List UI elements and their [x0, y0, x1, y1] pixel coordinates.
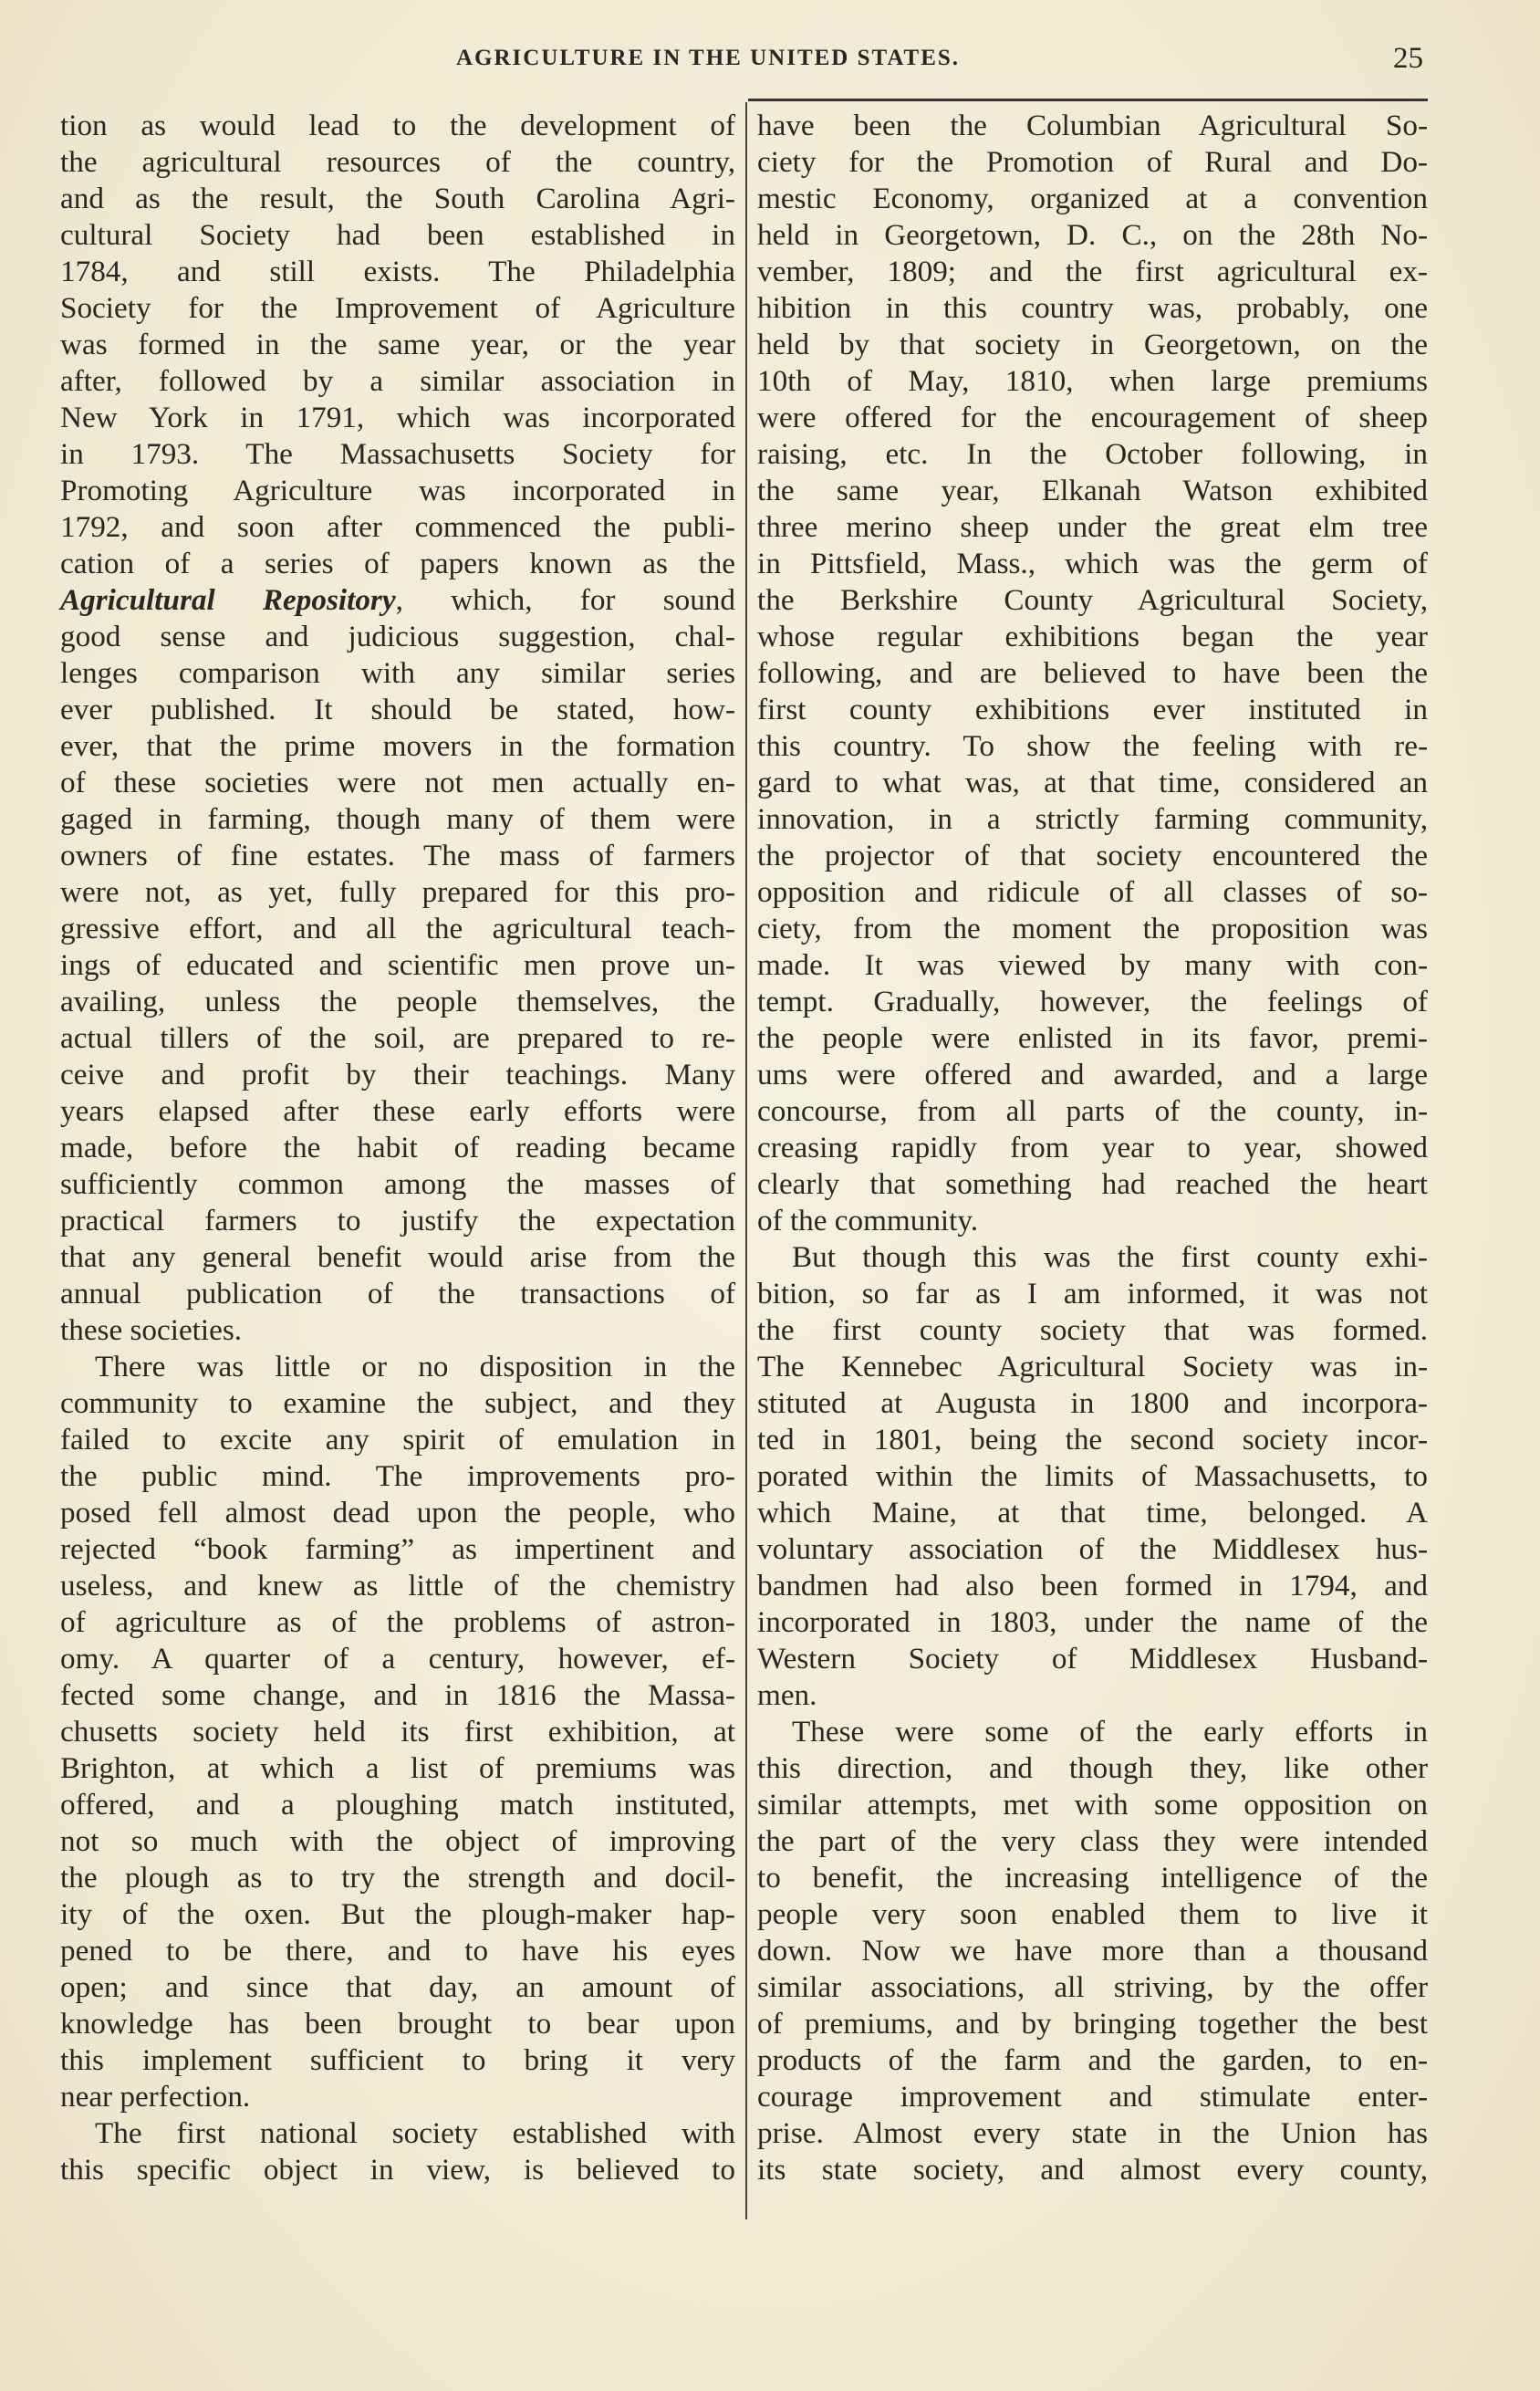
text-line: ums were offered and awarded, and a large [757, 1058, 1428, 1091]
text-line: 10th of May, 1810, when large premiums [757, 364, 1428, 398]
text-line: knowledge has been brought to bear upon [60, 2007, 735, 2041]
text-line: tion as would lead to the development of [60, 109, 735, 142]
text-line: the first county society that was formed. [757, 1313, 1428, 1347]
text-line: concourse, from all parts of the county, in- [757, 1094, 1428, 1128]
text-line: men. [757, 1678, 817, 1712]
text-line: made, before the habit of reading became [60, 1131, 735, 1164]
text-line: this country. To show the feeling with re- [757, 729, 1428, 763]
text-line: down. Now we have more than a thousand [757, 1934, 1428, 1968]
text-line: open; and since that day, an amount of [60, 1970, 735, 2004]
text-line: Promoting Agriculture was incorporated in [60, 474, 735, 507]
text-line: that any general benefit would arise from the [60, 1240, 735, 1274]
text-line: ciety, from the moment the proposition was [757, 912, 1428, 945]
text-line: prise. Almost every state in the Union has [757, 2116, 1428, 2150]
text-line: chusetts society held its first exhibition, at [60, 1715, 735, 1749]
text-line: clearly that something had reached the heart [757, 1167, 1428, 1201]
page-number: 25 [1393, 42, 1423, 75]
text-line: voluntary association of the Middlesex hus- [757, 1532, 1428, 1566]
text-line: availing, unless the people themselves, the [60, 985, 735, 1018]
text-line: incorporated in 1803, under the name of the [757, 1605, 1428, 1639]
text-line: The first national society established with [95, 2116, 735, 2150]
text-line: stituted at Augusta in 1800 and incorpora- [757, 1386, 1428, 1420]
column-divider [745, 102, 747, 2219]
text-line: in Pittsfield, Mass., which was the germ of [757, 547, 1428, 580]
text-line: hibition in this country was, probably, one [757, 291, 1428, 325]
text-line: were not, as yet, fully prepared for this pro- [60, 875, 735, 909]
left-column [60, 108, 735, 2188]
text-line: of these societies were not men actually en- [60, 766, 735, 799]
text-line: opposition and ridicule of all classes of so- [757, 875, 1428, 909]
text-line: Brighton, at which a list of premiums was [60, 1751, 735, 1785]
text-line: annual publication of the transactions of [60, 1277, 735, 1310]
text-line: These were some of the early efforts in [792, 1715, 1428, 1749]
text-line: bandmen had also been formed in 1794, and [757, 1569, 1428, 1603]
text-line: Agricultural Repository, which, for sound [60, 583, 735, 617]
text-line: the part of the very class they were intended [757, 1824, 1428, 1858]
text-line: whose regular exhibitions began the year [757, 620, 1428, 653]
text-line: held in Georgetown, D. C., on the 28th No- [757, 218, 1428, 252]
text-line: good sense and judicious suggestion, chal- [60, 620, 735, 653]
text-line: actual tillers of the soil, are prepared to re- [60, 1021, 735, 1055]
text-line: in 1793. The Massachusetts Society for [60, 437, 735, 471]
text-line: which Maine, at that time, belonged. A [757, 1496, 1428, 1530]
text-line: of agriculture as of the problems of astron- [60, 1605, 735, 1639]
text-line: fected some change, and in 1816 the Massa- [60, 1678, 735, 1712]
right-column [757, 108, 1428, 2188]
text-line: of the community. [757, 1204, 979, 1237]
text-line: following, and are believed to have been the [757, 656, 1428, 690]
text-line: gressive effort, and all the agricultural teach- [60, 912, 735, 945]
text-line: The Kennebec Agricultural Society was in- [757, 1350, 1428, 1383]
text-line: tempt. Gradually, however, the feelings of [757, 985, 1428, 1018]
text-line: Society for the Improvement of Agriculture [60, 291, 735, 325]
text-line: the public mind. The improvements pro- [60, 1459, 735, 1493]
text-line: bition, so far as I am informed, it was not [757, 1277, 1428, 1310]
text-line: people very soon enabled them to live it [757, 1897, 1428, 1931]
text-line: community to examine the subject, and they [60, 1386, 735, 1420]
text-line: gard to what was, at that time, considered an [757, 766, 1428, 799]
text-line: ity of the oxen. But the plough-maker hap- [60, 1897, 735, 1931]
text-line: owners of fine estates. The mass of farmers [60, 839, 735, 872]
text-line: cultural Society had been established in [60, 218, 735, 252]
text-line: courage improvement and stimulate enter- [757, 2080, 1428, 2114]
page-header [55, 37, 1423, 82]
text-line: have been the Columbian Agricultural So- [757, 109, 1428, 142]
text-line: the agricultural resources of the country, [60, 145, 735, 179]
text-line: ever, that the prime movers in the formation [60, 729, 735, 763]
text-line: porated within the limits of Massachusetts, to [757, 1459, 1428, 1493]
text-line: 1784, and still exists. The Philadelphia [60, 255, 735, 288]
text-line: ceive and profit by their teachings. Many [60, 1058, 735, 1091]
text-line: ings of educated and scientific men prove un- [60, 948, 735, 982]
italic-title: Agricultural Repository [60, 583, 396, 617]
text-line: offered, and a ploughing match instituted, [60, 1788, 735, 1822]
text-line: gaged in farming, though many of them were [60, 802, 735, 836]
text-line: the same year, Elkanah Watson exhibited [757, 474, 1428, 507]
text-line: first county exhibitions ever instituted in [757, 693, 1428, 726]
text-line: the plough as to try the strength and docil- [60, 1861, 735, 1895]
text-line: the people were enlisted in its favor, premi- [757, 1021, 1428, 1055]
text-line: rejected “book farming” as impertinent and [60, 1532, 735, 1566]
text-line: years elapsed after these early efforts were [60, 1094, 735, 1128]
text-line: innovation, in a strictly farming community, [757, 802, 1428, 836]
text-line: There was little or no disposition in the [95, 1350, 735, 1383]
text-line: omy. A quarter of a century, however, ef- [60, 1642, 735, 1676]
text-line: and as the result, the South Carolina Agri- [60, 182, 735, 215]
text-line: after, followed by a similar association in [60, 364, 735, 398]
running-head: AGRICULTURE IN THE UNITED STATES. [456, 46, 961, 70]
text-line: three merino sheep under the great elm tree [757, 510, 1428, 544]
text-line: not so much with the object of improving [60, 1824, 735, 1858]
text-line: sufficiently common among the masses of [60, 1167, 735, 1201]
text-line: made. It was viewed by many with con- [757, 948, 1428, 982]
text-line: practical farmers to justify the expectation [60, 1204, 735, 1237]
text-line: this specific object in view, is believed to [60, 2153, 735, 2187]
text-line: But though this was the first county exhi- [792, 1240, 1428, 1274]
text-line: this implement sufficient to bring it very [60, 2043, 735, 2077]
text-line: Western Society of Middlesex Husband- [757, 1642, 1428, 1676]
text-line: failed to excite any spirit of emulation in [60, 1423, 735, 1457]
text-line: similar associations, all striving, by the offer [757, 1970, 1428, 2004]
text-line: the projector of that society encountered the [757, 839, 1428, 872]
header-rule [748, 99, 1428, 101]
text-line: ted in 1801, being the second society incor- [757, 1423, 1428, 1457]
text-line: 1792, and soon after commenced the publi- [60, 510, 735, 544]
text-line: useless, and knew as little of the chemistry [60, 1569, 735, 1603]
text-line: ciety for the Promotion of Rural and Do- [757, 145, 1428, 179]
text-line: its state society, and almost every county, [757, 2153, 1428, 2187]
text-line: pened to be there, and to have his eyes [60, 1934, 735, 1968]
text-line: products of the farm and the garden, to en- [757, 2043, 1428, 2077]
text-line: posed fell almost dead upon the people, who [60, 1496, 735, 1530]
text-line: lenges comparison with any similar series [60, 656, 735, 690]
text-line: held by that society in Georgetown, on the [757, 328, 1428, 361]
text-line: was formed in the same year, or the year [60, 328, 735, 361]
text-line: cation of a series of papers known as the [60, 547, 735, 580]
text-line: the Berkshire County Agricultural Society, [757, 583, 1428, 617]
text-line: similar attempts, met with some opposition on [757, 1788, 1428, 1822]
text-line: raising, etc. In the October following, in [757, 437, 1428, 471]
text-line: these societies. [60, 1313, 243, 1347]
text-line: near perfection. [60, 2080, 251, 2114]
text-line: mestic Economy, organized at a convention [757, 182, 1428, 215]
text-line: of premiums, and by bringing together the best [757, 2007, 1428, 2041]
text-line: New York in 1791, which was incorporated [60, 401, 735, 434]
text-line: ever published. It should be stated, how- [60, 693, 735, 726]
text-line: were offered for the encouragement of sheep [757, 401, 1428, 434]
text-line: to benefit, the increasing intelligence of the [757, 1861, 1428, 1895]
text-line: this direction, and though they, like other [757, 1751, 1428, 1785]
text-line: vember, 1809; and the first agricultural ex- [757, 255, 1428, 288]
text-line: creasing rapidly from year to year, showed [757, 1131, 1428, 1164]
